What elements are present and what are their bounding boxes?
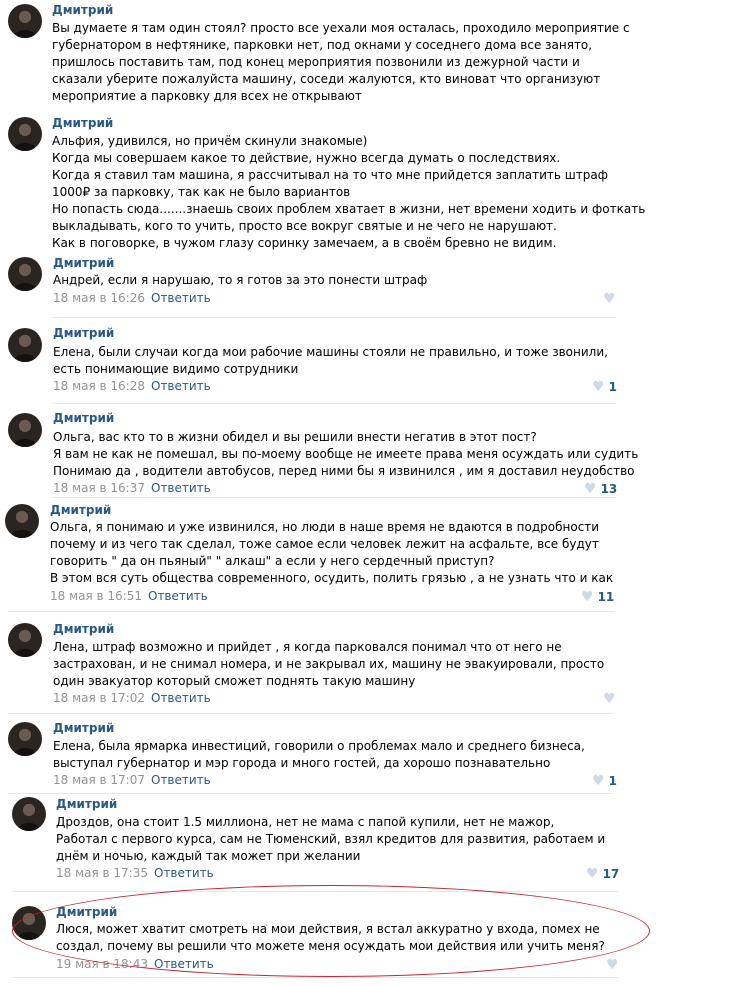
avatar[interactable] <box>8 623 42 657</box>
comment-meta <box>53 291 211 305</box>
avatar[interactable] <box>12 906 46 940</box>
divider <box>8 793 614 794</box>
comment-text: Альфия, удивился, но причём скинули знакомые) Когда мы совершаем какое то действие, нужно всегда думать о последствиях. Когда я ставил там машина, я рассчитывал на то что мне прийдется заплатить штраф 1000₽ за парковку, так как не было вариантов Но попасть сюда.......знаешь своих проблем хватает в жизни, нет времени ходить и фоткать выкладывать, кого то учить, просто все вокруг святые и не чего не нарушают. Как в поговорке, в чужом глазу соринку замечаем, а в своём бревно не видим. <box>52 134 646 250</box>
avatar[interactable] <box>8 4 42 38</box>
heart-icon: ♥ <box>581 589 594 605</box>
heart-icon: ♥ <box>584 481 597 497</box>
comment-text: Ольга, вас кто то в жизни обидел и вы решили внести негатив в этот пост? Я вам не как не помешал, вы по-моему вообще не имеете права меня осуждать или судить Понимаю да , водители автобусов, перед ними бы я извинился , им я доставил неудобство <box>53 430 639 478</box>
comment-author[interactable]: Дмитрий <box>56 797 118 811</box>
like-button[interactable] <box>603 692 620 706</box>
avatar[interactable] <box>8 722 42 756</box>
comment-text: Дроздов, она стоит 1.5 миллиона, нет не мама с папой купили, нет не мажор, Работал с первого курса, сам не Тюменский, взял кредитов для развития, работаем и днём и ночью, каждый так может при желании <box>56 815 606 863</box>
reply-link[interactable]: Ответить <box>151 481 211 495</box>
comment-text: Елена, были случаи когда мои рабочие машины стояли не правильно, и тоже звонили, есть понимающие видимо сотрудники <box>53 345 608 376</box>
avatar[interactable] <box>8 117 42 151</box>
like-button[interactable] <box>586 867 619 881</box>
divider <box>52 497 616 498</box>
heart-icon: ♥ <box>603 691 616 707</box>
divider <box>12 891 618 892</box>
like-count: 11 <box>597 590 615 604</box>
like-button[interactable] <box>584 482 617 496</box>
like-button[interactable] <box>581 590 614 604</box>
heart-icon: ♥ <box>592 379 605 395</box>
heart-icon: ♥ <box>586 866 599 882</box>
reply-link[interactable]: Ответить <box>154 957 214 971</box>
comment-author[interactable]: Дмитрий <box>53 622 115 636</box>
comment-meta <box>53 773 211 787</box>
like-count: 1 <box>608 380 617 394</box>
comment-meta <box>56 866 214 880</box>
comment-author[interactable]: Дмитрий <box>53 256 115 270</box>
divider <box>52 403 616 404</box>
comment-text: Ольга, я понимаю и уже извинился, но люди в наше время не вдаются в подробности почему и из чего так сделал, тоже самое если человек лежит на асфальте, все будут говорить " да он пьяный" " алкаш" а если у него сердечный приступ? В этом вся суть общества современного, осудить, полить грязью , а не узнать что и как <box>50 520 614 585</box>
like-button[interactable] <box>606 958 623 972</box>
divider <box>8 611 614 612</box>
comment-date[interactable]: 18 мая в 16:28 <box>53 379 145 393</box>
comment-author[interactable]: Дмитрий <box>50 503 112 517</box>
avatar[interactable] <box>5 504 39 538</box>
comment-date[interactable]: 18 мая в 16:51 <box>50 589 142 603</box>
comment-date[interactable]: 18 мая в 17:35 <box>56 866 148 880</box>
reply-link[interactable]: Ответить <box>151 379 211 393</box>
divider <box>52 317 616 318</box>
comment-meta <box>53 379 211 393</box>
divider <box>8 713 614 714</box>
comment-date[interactable]: 18 мая в 17:02 <box>53 691 145 705</box>
heart-icon: ♥ <box>603 291 616 307</box>
like-button[interactable] <box>592 774 617 788</box>
reply-link[interactable]: Ответить <box>154 866 214 880</box>
comment-date[interactable]: 18 мая в 16:26 <box>53 291 145 305</box>
comment-text: Елена, была ярмарка инвестиций, говорили о проблемах мало и среднего бизнеса, выступал губернатор и мэр города и много гостей, да хорошо познавательно <box>53 739 585 770</box>
comment-date[interactable]: 18 мая в 17:07 <box>53 773 145 787</box>
avatar[interactable] <box>8 413 42 447</box>
comment-date[interactable]: 18 мая в 16:37 <box>53 481 145 495</box>
like-count: 1 <box>608 774 617 788</box>
like-count: 13 <box>600 482 618 496</box>
comment-author[interactable]: Дмитрий <box>53 411 115 425</box>
comment-author[interactable]: Дмитрий <box>52 116 114 130</box>
comment-author[interactable]: Дмитрий <box>52 3 114 17</box>
comment-text: Вы думаете я там один стоял? просто все уехали моя осталась, проходило мероприятие с губернатором в нефтянике, парковки нет, под окнами у соседнего дома все занято, пришлось поставить там, под конец мероприятия позвонили из дежурной части и сказали уберите пожалуйста машину, соседи жалуются, кто виноват что организуют мероприятие а парковку для всех не открывают <box>52 21 630 103</box>
reply-link[interactable]: Ответить <box>151 291 211 305</box>
comment-text: Лена, штраф возможно и прийдет , я когда парковался понимал что от него не застрахован, и не снимал номера, и не закрывал их, машину не эвакуировали, просто один эвакуатор который сможет поднять такую машину <box>53 640 605 688</box>
like-button[interactable] <box>603 292 620 306</box>
comment-text: Андрей, если я нарушаю, то я готов за это понести штраф <box>53 273 428 287</box>
reply-link[interactable]: Ответить <box>148 589 208 603</box>
avatar[interactable] <box>12 797 46 831</box>
like-button[interactable] <box>592 380 617 394</box>
comment-meta <box>56 957 214 971</box>
avatar[interactable] <box>8 257 42 291</box>
comment-date[interactable]: 19 мая в 18:43 <box>56 957 148 971</box>
divider <box>12 977 618 978</box>
heart-icon: ♥ <box>592 773 605 789</box>
comment-meta <box>53 481 211 495</box>
reply-link[interactable]: Ответить <box>151 773 211 787</box>
comment-meta <box>50 589 208 603</box>
reply-link[interactable]: Ответить <box>151 691 211 705</box>
comment-author[interactable]: Дмитрий <box>56 905 118 919</box>
avatar[interactable] <box>8 328 42 362</box>
like-count: 17 <box>602 867 620 881</box>
comment-text: Люся, может хватит смотреть на мои действия, я встал аккуратно у входа, помех не создал, почему вы решили что можете меня осуждать мои действия или учить меня? <box>56 922 605 953</box>
comment-author[interactable]: Дмитрий <box>53 721 115 735</box>
heart-icon: ♥ <box>606 957 619 973</box>
comment-author[interactable]: Дмитрий <box>53 326 115 340</box>
comment-meta <box>53 691 211 705</box>
